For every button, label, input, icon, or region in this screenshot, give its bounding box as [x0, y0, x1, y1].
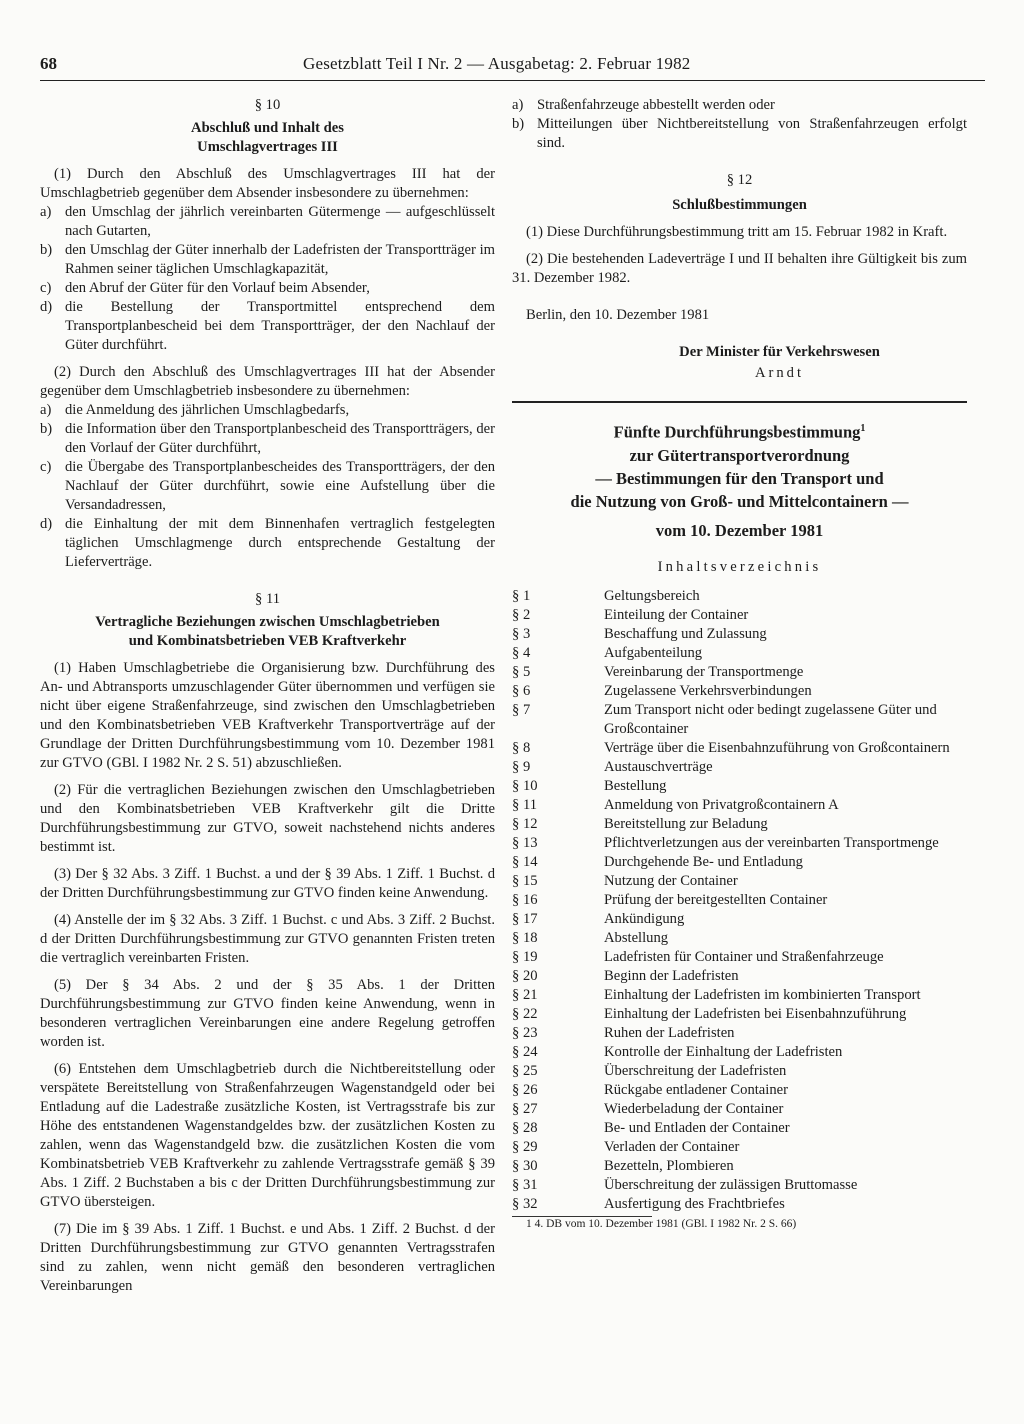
toc-title: Bestellung [604, 777, 667, 794]
section-11-paragraph: (6) Entstehen dem Umschlagbetrieb durch die Nichtbereitstellung oder verspätete Bereitstellung von Straßenfahrzeugen Wagenstandgeld oder bei Entladung auf die Ladestraße zusätzliche Kosten, ist Vertragsstrafe bis zur Höhe des entstandenen Wagenstandgeldes bzw. der zusätzlichen Kosten zu zahlen, wenn das Wagenstandgeld bzw. die zusätzlichen Kosten die vom Kombinatsbetrieb VEB Kraftverkehr zu zahlende Vertragsstrafe gemäß § 39 Abs. 1 Ziff. 2 Buchstaben a bis c der Dritten Durchführungsbestimmung zur GTVO übersteigen. [40, 1061, 495, 1210]
list-item-label: c) [40, 459, 52, 475]
section-12-paragraph-1: (1) Diese Durchführungsbestimmung tritt am 15. Februar 1982 in Kraft. [526, 224, 948, 240]
toc-row [512, 739, 967, 758]
toc-number: § 8 [512, 739, 531, 756]
toc-row [512, 986, 967, 1005]
list-item-text: die Information über den Transportplanbescheid des Transportträgers, der den Vorlauf der Güter durchführt, [65, 421, 495, 456]
section-11-paragraph: (1) Haben Umschlagbetriebe die Organisierung bzw. Durchführung des An- und Abtransports umzuschlagender Güter übernommen und verfügen sie nicht über eigene Straßenfahrzeuge, sind zwischen den Umschlagbetrieben und den Kombinatsbetrieben VEB Kraftverkehr Transportverträge auf der Grundlage der Dritten Durchführungsbestimmung vom 10. Dezember 1981 zur GTVO (GBl. I 1982 Nr. 2 S. 51) abzuschließen. [40, 660, 495, 771]
section-11-paragraph: (3) Der § 32 Abs. 3 Ziff. 1 Buchst. a und der § 39 Abs. 1 Ziff. 1 Buchst. d der Dritten Durchführungsbestimmung zur GTVO finden keine Anwendung. [40, 866, 495, 901]
toc-heading: Inhaltsverzeichnis [657, 558, 822, 575]
section-divider [512, 401, 967, 403]
toc-row [512, 1195, 967, 1214]
toc-number: § 30 [512, 1157, 538, 1174]
section-11-number: § 11 [255, 591, 280, 607]
toc-title: Wiederbeladung der Container [604, 1100, 784, 1117]
toc-row [512, 1024, 967, 1043]
toc-title: Anmeldung von Privatgroßcontainern A [604, 796, 839, 813]
toc-number: § 26 [512, 1081, 538, 1098]
toc-row [512, 1043, 967, 1062]
toc-title: Prüfung der bereitgestellten Container [604, 891, 828, 908]
page-header [40, 54, 985, 81]
toc-row [512, 910, 967, 929]
toc-number: § 16 [512, 891, 538, 908]
toc-number: § 27 [512, 1100, 538, 1117]
right-column [512, 96, 967, 1232]
section-11-paragraph: (2) Für die vertraglichen Beziehungen zwischen den Umschlagbetrieben und den Kombinatsbetrieben VEB Kraftverkehr gilt die Dritte Durchführungsbestimmung zur GTVO, soweit nachstehend nichts anderes bestimmt ist. [40, 782, 495, 855]
section-11-paragraph: (7) Die im § 39 Abs. 1 Ziff. 1 Buchst. e und Abs. 1 Ziff. 2 Buchst. d der Dritten Durchführungsbestimmung zur GTVO genannten Vertragsstrafen sind zu zahlen, wenn nicht gemäß den besonderen vertraglichen Vereinbarungen [40, 1221, 495, 1294]
toc-title: Durchgehende Be- und Entladung [604, 853, 803, 870]
list-item-label: c) [40, 280, 52, 296]
list-item-label: a) [40, 204, 52, 220]
section-12-heading: Schlußbestimmungen [672, 197, 807, 213]
toc-row [512, 1005, 967, 1024]
toc-row [512, 625, 967, 644]
toc-title: Zum Transport nicht oder bedingt zugelassene Güter und Großcontainer [604, 701, 937, 737]
toc-number: § 9 [512, 758, 531, 775]
toc-title: Ladefristen für Container und Straßenfahrzeuge [604, 948, 884, 965]
toc-number: § 4 [512, 644, 531, 661]
list-item [40, 298, 495, 355]
list-item-label: d) [40, 516, 53, 532]
decree-title-text: Fünfte Durchführungsbestimmung [613, 422, 861, 442]
list-item-text: den Umschlag der jährlich vereinbarten Gütermenge — aufgeschlüsselt nach Gutarten, [65, 204, 495, 239]
toc-number: § 1 [512, 587, 531, 604]
signer-name: Arndt [754, 365, 805, 381]
toc-title: Ausfertigung des Frachtbriefes [604, 1195, 785, 1212]
list-item-text: die Anmeldung des jährlichen Umschlagbedarfs, [65, 402, 350, 418]
toc-title: Aufgabenteilung [604, 644, 703, 661]
toc-row [512, 758, 967, 777]
toc-title: Bezetteln, Plombieren [604, 1157, 734, 1174]
place-date: Berlin, den 10. Dezember 1981 [526, 307, 710, 323]
list-item-label: d) [40, 299, 53, 315]
toc-title: Be- und Entladen der Container [604, 1119, 790, 1136]
toc-title: Beginn der Ladefristen [604, 967, 739, 984]
list-item [40, 279, 495, 298]
left-column [40, 96, 495, 1296]
toc-number: § 21 [512, 986, 538, 1003]
toc-title: Bereitstellung zur Beladung [604, 815, 768, 832]
list-item [40, 420, 495, 458]
toc-title: Pflichtverletzungen aus der vereinbarten Transportmenge [604, 834, 939, 851]
list-item-label: a) [40, 402, 52, 418]
list-item-text: den Abruf der Güter für den Vorlauf beim Absender, [65, 280, 370, 296]
toc-number: § 6 [512, 682, 531, 699]
list-item [512, 115, 967, 153]
section-10-paragraph-1: (1) Durch den Abschluß des Umschlagvertrages III hat der Umschlagbetrieb gegenüber dem Absender insbesondere zu übernehmen: [40, 166, 495, 201]
toc-title: Verträge über die Eisenbahnzuführung von Großcontainern [604, 739, 950, 756]
decree-title-line3: — Bestimmungen für den Transport und [595, 468, 884, 488]
toc-number: § 28 [512, 1119, 538, 1136]
section-10-heading-line1: Abschluß und Inhalt des [191, 120, 344, 136]
list-item [512, 96, 967, 115]
footnote-mark: 1 [860, 423, 866, 434]
toc-row [512, 777, 967, 796]
page-number: 68 [40, 54, 57, 73]
toc-row [512, 606, 967, 625]
toc-number: § 23 [512, 1024, 538, 1041]
toc-title: Einhaltung der Ladefristen im kombinierten Transport [604, 986, 921, 1003]
toc-row [512, 872, 967, 891]
footnote: 1 4. DB vom 10. Dezember 1981 (GBl. I 1982 Nr. 2 S. 66) [526, 1217, 797, 1230]
list-item [40, 241, 495, 279]
toc-row [512, 948, 967, 967]
toc-title: Beschaffung und Zulassung [604, 625, 767, 642]
toc-row [512, 1100, 967, 1119]
toc-number: § 15 [512, 872, 538, 889]
list-item-text: die Übergabe des Transportplanbescheides des Transportträgers, der den Nachlauf der Güter durchführt, sowie eine Aufstellung über die Versandadressen, [65, 459, 495, 513]
toc-row [512, 1062, 967, 1081]
section-12-paragraph-2: (2) Die bestehenden Ladeverträge I und II behalten ihre Gültigkeit bis zum 31. Dezember 1982. [512, 251, 967, 286]
toc-title: Kontrolle der Einhaltung der Ladefristen [604, 1043, 843, 1060]
toc-number: § 10 [512, 777, 538, 794]
decree-title-line1 [512, 417, 967, 444]
toc-title: Ruhen der Ladefristen [604, 1024, 735, 1041]
list-item-text: die Bestellung der Transportmittel entsprechend dem Transportplanbescheid bei dem Transportträger, der den Nachlauf der Güter durchführt. [65, 299, 495, 353]
list-item [40, 401, 495, 420]
toc-title: Einhaltung der Ladefristen bei Eisenbahnzuführung [604, 1005, 907, 1022]
toc-row [512, 1157, 967, 1176]
decree-date: vom 10. Dezember 1981 [655, 520, 824, 540]
toc-row [512, 967, 967, 986]
toc-number: § 20 [512, 967, 538, 984]
list-item-text: die Einhaltung der mit dem Binnenhafen vertraglich festgelegten täglichen Umschlagmenge durch entsprechende Gestaltung der Lieferverträge. [65, 516, 495, 570]
decree-title-line4: die Nutzung von Groß- und Mittelcontainern — [570, 491, 909, 511]
toc-number: § 22 [512, 1005, 538, 1022]
section-10-paragraph-2: (2) Durch den Abschluß des Umschlagvertrages III hat der Absender gegenüber dem Umschlagbetrieb insbesondere zu übernehmen: [40, 364, 495, 399]
toc-number: § 3 [512, 625, 531, 642]
toc-row [512, 587, 967, 606]
toc-number: § 31 [512, 1176, 538, 1193]
toc-number: § 14 [512, 853, 538, 870]
toc-row [512, 891, 967, 910]
toc-row [512, 663, 967, 682]
toc-row [512, 834, 967, 853]
toc-title: Ankündigung [604, 910, 685, 927]
toc-title: Zugelassene Verkehrsverbindungen [604, 682, 812, 699]
toc-number: § 18 [512, 929, 538, 946]
toc-title: Überschreitung der Ladefristen [604, 1062, 787, 1079]
section-10-heading-line2: Umschlagvertrages III [197, 139, 338, 155]
toc-number: § 2 [512, 606, 531, 623]
toc-row [512, 701, 967, 739]
section-11-heading-line1: Vertragliche Beziehungen zwischen Umschlagbetrieben [95, 614, 440, 630]
list-item-text: den Umschlag der Güter innerhalb der Ladefristen der Transportträger im Rahmen seiner täglichen Umschlagkapazität, [65, 242, 495, 277]
toc-number: § 17 [512, 910, 538, 927]
toc-row [512, 853, 967, 872]
toc-number: § 32 [512, 1195, 538, 1212]
toc-number: § 12 [512, 815, 538, 832]
toc-number: § 19 [512, 948, 538, 965]
toc-title: Abstellung [604, 929, 669, 946]
list-item-label: a) [512, 97, 524, 113]
list-item [40, 203, 495, 241]
list-item [40, 515, 495, 572]
section-10-number: § 10 [254, 97, 281, 113]
list-item-label: b) [512, 116, 525, 132]
toc-row [512, 1119, 967, 1138]
section-11-paragraph: (4) Anstelle der im § 32 Abs. 3 Ziff. 1 Buchst. c und Abs. 3 Ziff. 2 Buchst. d der Dritten Durchführungsbestimmung zur GTVO genannten Fristen treten die vertraglich vereinbarten Fristen. [40, 912, 495, 966]
list-item-text: Mitteilungen über Nichtbereitstellung von Straßenfahrzeugen erfolgt sind. [537, 116, 967, 151]
toc-title: Austauschverträge [604, 758, 713, 775]
signer-title: Der Minister für Verkehrswesen [679, 344, 880, 360]
section-11-paragraph: (5) Der § 34 Abs. 2 und der § 35 Abs. 1 der Dritten Durchführungsbestimmung zur GTVO finden keine Anwendung, wenn in besonderen vertraglichen Vereinbarungen eine andere Regelung getroffen worden ist. [40, 977, 495, 1050]
toc-number: § 13 [512, 834, 538, 851]
toc-number: § 25 [512, 1062, 538, 1079]
toc-title: Vereinbarung der Transportmenge [604, 663, 804, 680]
toc-row [512, 682, 967, 701]
toc-row [512, 1176, 967, 1195]
toc-number: § 7 [512, 701, 531, 718]
toc-row [512, 796, 967, 815]
toc-row [512, 644, 967, 663]
toc-title: Einteilung der Container [604, 606, 749, 623]
toc-row [512, 815, 967, 834]
toc-title: Geltungsbereich [604, 587, 700, 604]
section-11-heading-line2: und Kombinatsbetrieben VEB Kraftverkehr [128, 633, 407, 649]
decree-title-line2: zur Gütertransportverordnung [629, 445, 850, 465]
toc-row [512, 1081, 967, 1100]
table-of-contents [512, 587, 967, 1214]
list-item-text: Straßenfahrzeuge abbestellt werden oder [537, 97, 775, 113]
section-12-number: § 12 [726, 172, 753, 188]
toc-number: § 24 [512, 1043, 538, 1060]
toc-title: Rückgabe entladener Container [604, 1081, 788, 1098]
list-item-label: b) [40, 242, 53, 258]
toc-row [512, 1138, 967, 1157]
toc-title: Überschreitung der zulässigen Bruttomasse [604, 1176, 858, 1193]
toc-row [512, 929, 967, 948]
toc-title: Verladen der Container [604, 1138, 740, 1155]
toc-number: § 29 [512, 1138, 538, 1155]
list-item-label: b) [40, 421, 53, 437]
running-title: Gesetzblatt Teil I Nr. 2 — Ausgabetag: 2. Februar 1982 [303, 54, 691, 73]
toc-number: § 5 [512, 663, 531, 680]
toc-title: Nutzung der Container [604, 872, 738, 889]
toc-number: § 11 [512, 796, 537, 813]
list-item [40, 458, 495, 515]
